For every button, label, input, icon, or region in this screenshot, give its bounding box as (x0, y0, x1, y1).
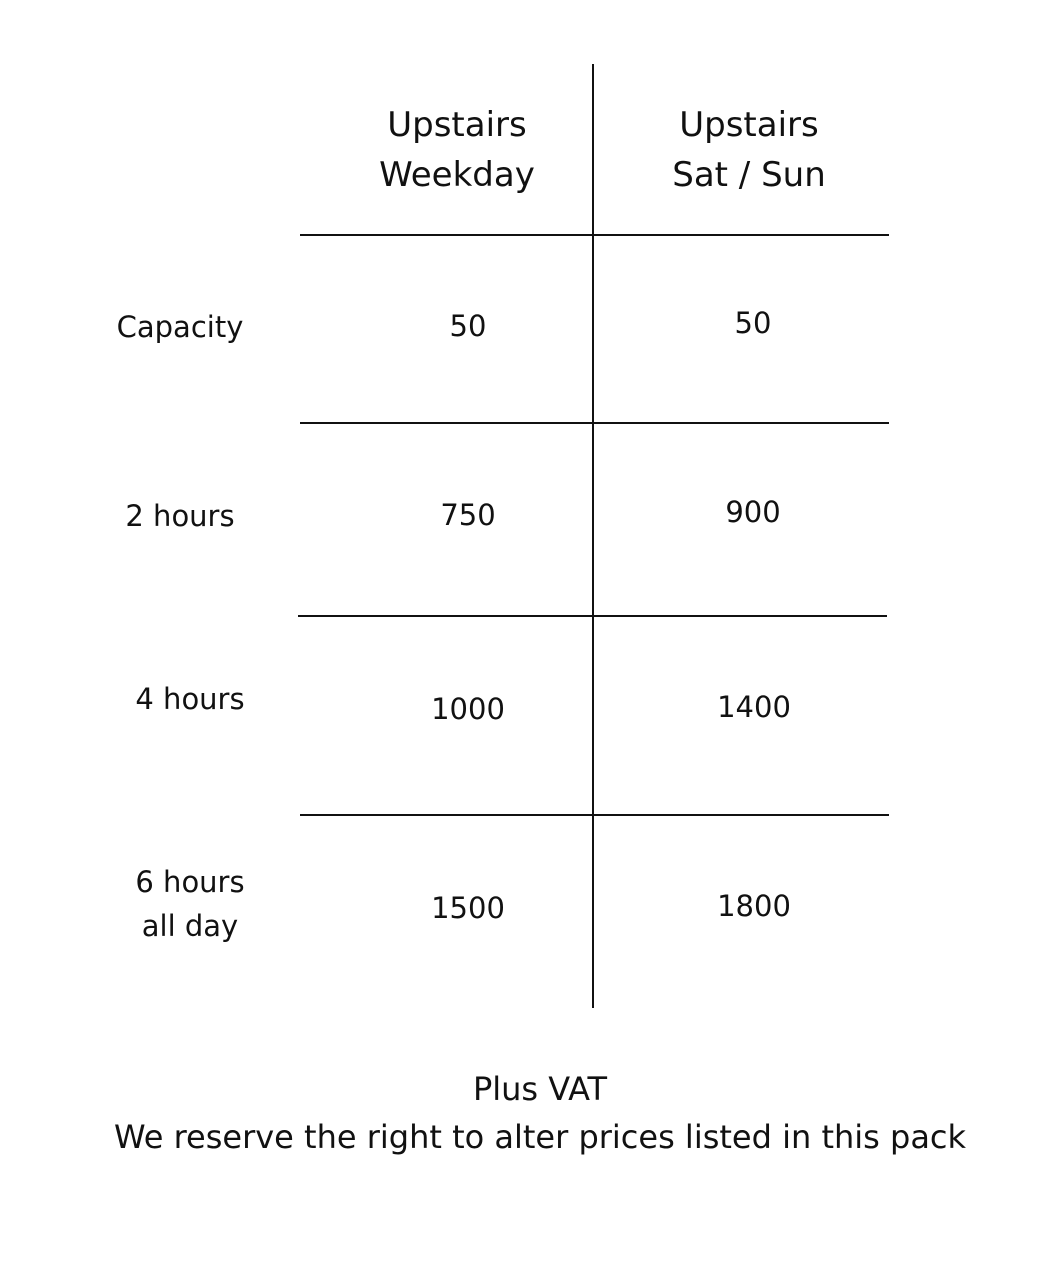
column-divider (592, 64, 594, 1008)
price-disclaimer: We reserve the right to alter prices listed in this pack (113, 1118, 967, 1156)
vat-note: Plus VAT (472, 1070, 608, 1108)
cell-capacity-weekend: 50 (734, 306, 772, 340)
cell-capacity-weekday: 50 (449, 309, 487, 343)
row-divider (300, 814, 889, 816)
row-label-4-hours (90, 677, 290, 721)
cell-4-hours-weekday: 1000 (431, 692, 505, 726)
column-header-line: Upstairs (387, 105, 527, 145)
row-label-text: 4 hours (135, 682, 245, 716)
row-divider (298, 615, 887, 617)
cell-6-hours-weekday: 1500 (431, 891, 505, 925)
footer-note (0, 1065, 1063, 1161)
column-header-weekday (322, 100, 592, 200)
row-label-2-hours (80, 494, 280, 538)
column-header-line: Weekday (379, 155, 535, 195)
row-label-capacity (80, 305, 280, 349)
row-label-text: Capacity (116, 310, 244, 344)
row-divider (300, 422, 889, 424)
cell-6-hours-weekend: 1800 (717, 889, 791, 923)
column-header-line: Sat / Sun (672, 155, 826, 195)
column-header-weekend (614, 100, 884, 200)
header-divider (300, 234, 889, 236)
cell-2-hours-weekend: 900 (725, 495, 781, 529)
row-label-text: 6 hours (135, 865, 245, 899)
row-label-text: 2 hours (125, 499, 235, 533)
column-header-line: Upstairs (679, 105, 819, 145)
cell-2-hours-weekday: 750 (440, 498, 496, 532)
cell-4-hours-weekend: 1400 (717, 690, 791, 724)
row-label-6-hours-all-day (90, 860, 290, 948)
row-label-text: all day (141, 909, 239, 943)
